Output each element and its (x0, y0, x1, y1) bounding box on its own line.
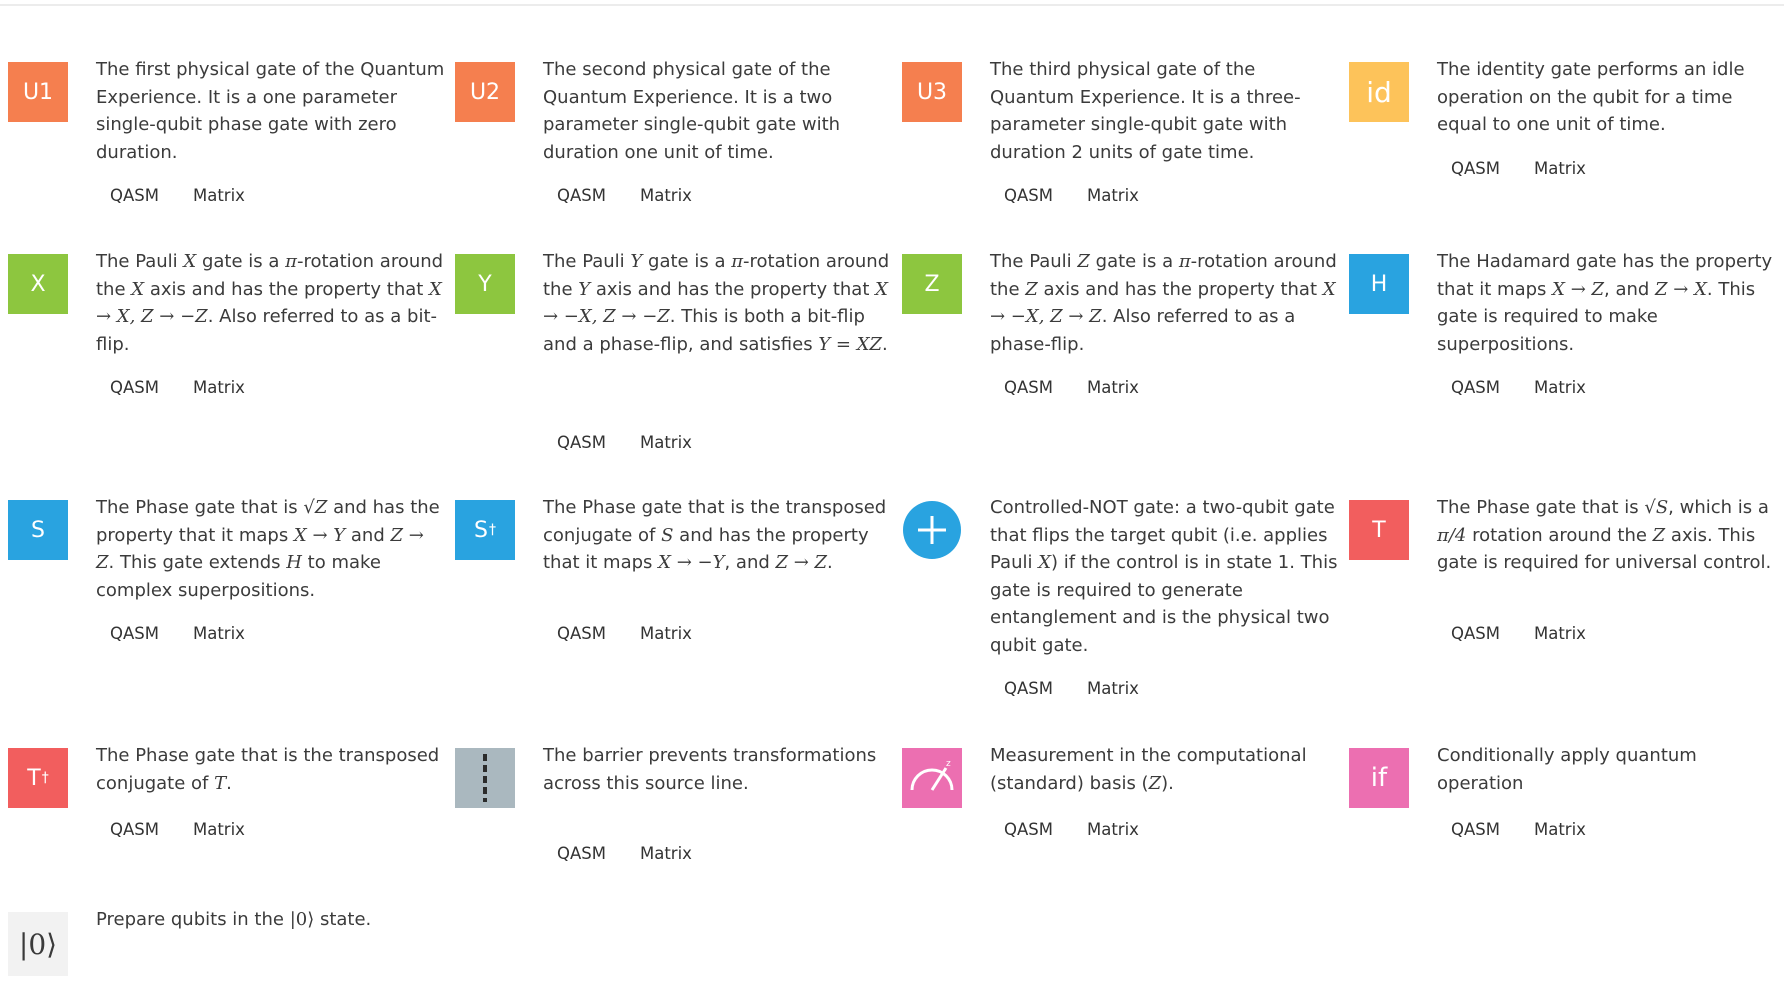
barrier-gate-icon[interactable] (455, 748, 515, 808)
cnot-description: Controlled-NOT gate: a two-qubit gate that flips the target qubit (i.e. applies Pauli X) if the control is in state 1. This gate is required to generate entanglement and is the physical two qubit gate. (990, 497, 1338, 656)
s-qasm-link[interactable]: QASM (110, 624, 159, 643)
measure-gate-icon[interactable] (902, 748, 962, 808)
s-description: The Phase gate that is √Z and has the property that it maps X → Y and Z → Z. This gate extends H to make complex superpositions. (96, 497, 440, 601)
tdg-qasm-link[interactable]: QASM (110, 820, 159, 839)
h-links (1451, 378, 1620, 397)
u2-description: The second physical gate of the Quantum Experience. It is a two parameter single-qubit gate with duration one unit of time. (543, 59, 841, 163)
y-links (557, 433, 726, 452)
if-matrix-link[interactable]: Matrix (1533, 820, 1586, 839)
u3-qasm-link[interactable]: QASM (1004, 186, 1053, 205)
tdg-description: The Phase gate that is the transposed conjugate of T. (96, 745, 440, 794)
sdg-description: The Phase gate that is the transposed conjugate of S and has the property that it maps X → −Y, and Z → Z. (543, 497, 887, 573)
u1-qasm-link[interactable]: QASM (110, 186, 159, 205)
if-qasm-link[interactable]: QASM (1451, 820, 1500, 839)
tdg-matrix-link[interactable]: Matrix (192, 820, 245, 839)
cnot-plus-icon (902, 500, 962, 560)
u1-links (110, 186, 279, 205)
cnot-qasm-link[interactable]: QASM (1004, 679, 1053, 698)
if-description: Conditionally apply quantum operation (1437, 745, 1697, 794)
reset-gate-icon[interactable]: |0⟩ (8, 912, 68, 976)
h-qasm-link[interactable]: QASM (1451, 378, 1500, 397)
u3-matrix-link[interactable]: Matrix (1086, 186, 1139, 205)
barrier-matrix-link[interactable]: Matrix (639, 844, 692, 863)
sdg-qasm-link[interactable]: QASM (557, 624, 606, 643)
u3-gate-icon[interactable]: U3 (902, 62, 962, 122)
x-matrix-link[interactable]: Matrix (192, 378, 245, 397)
s-gate-icon[interactable]: S (8, 500, 68, 560)
t-qasm-link[interactable]: QASM (1451, 624, 1500, 643)
t-matrix-link[interactable]: Matrix (1533, 624, 1586, 643)
x-links (110, 378, 279, 397)
cnot-matrix-link[interactable]: Matrix (1086, 679, 1139, 698)
u2-gate-icon[interactable]: U2 (455, 62, 515, 122)
sdg-matrix-link[interactable]: Matrix (639, 624, 692, 643)
u2-links (557, 186, 726, 205)
u1-description: The first physical gate of the Quantum Experience. It is a one parameter single-qubit phase gate with zero duration. (96, 59, 445, 163)
sdg-links (557, 624, 726, 643)
if-gate-icon[interactable]: if (1349, 748, 1409, 808)
h-description: The Hadamard gate has the property that it maps X → Z, and Z → X. This gate is required to make superpositions. (1437, 251, 1773, 355)
measure-qasm-link[interactable]: QASM (1004, 820, 1053, 839)
t-links (1451, 624, 1620, 643)
s-matrix-link[interactable]: Matrix (192, 624, 245, 643)
t-description: The Phase gate that is √S, which is a π/4 rotation around the Z axis. This gate is required for universal control. (1437, 497, 1772, 573)
barrier-dashed-line-icon (455, 748, 515, 808)
cnot-links (1004, 679, 1173, 698)
id-gate-icon[interactable]: id (1349, 62, 1409, 122)
svg-text:z: z (946, 759, 951, 769)
reset-description: Prepare qubits in the |0⟩ state. (96, 909, 372, 930)
z-qasm-link[interactable]: QASM (1004, 378, 1053, 397)
z-description: The Pauli Z gate is a π-rotation around the Z axis and has the property that X → −X, Z → Z. Also referred to as a phase-flip. (990, 251, 1337, 355)
y-matrix-link[interactable]: Matrix (639, 433, 692, 452)
u3-links (1004, 186, 1173, 205)
x-description: The Pauli X gate is a π-rotation around the X axis and has the property that X → X, Z → −Z. Also referred to as a bit-flip. (96, 251, 444, 355)
id-description: The identity gate performs an idle operation on the qubit for a time equal to one unit of time. (1437, 59, 1745, 135)
id-matrix-link[interactable]: Matrix (1533, 159, 1586, 178)
id-qasm-link[interactable]: QASM (1451, 159, 1500, 178)
u2-matrix-link[interactable]: Matrix (639, 186, 692, 205)
h-matrix-link[interactable]: Matrix (1533, 378, 1586, 397)
x-gate-icon[interactable]: X (8, 254, 68, 314)
u1-gate-icon[interactable]: U1 (8, 62, 68, 122)
barrier-description: The barrier prevents transformations across this source line. (543, 745, 877, 794)
z-gate-icon[interactable]: Z (902, 254, 962, 314)
barrier-links (557, 844, 726, 863)
cnot-gate-icon[interactable] (902, 500, 962, 560)
z-links (1004, 378, 1173, 397)
sdg-gate-icon[interactable]: S † (455, 500, 515, 560)
u2-qasm-link[interactable]: QASM (557, 186, 606, 205)
tdg-gate-icon[interactable]: T † (8, 748, 68, 808)
x-qasm-link[interactable]: QASM (110, 378, 159, 397)
top-divider (0, 4, 1784, 6)
barrier-qasm-link[interactable]: QASM (557, 844, 606, 863)
t-gate-icon[interactable]: T (1349, 500, 1409, 560)
measure-links (1004, 820, 1173, 839)
u3-description: The third physical gate of the Quantum Experience. It is a three-parameter single-qubit gate with duration 2 units of gate time. (990, 59, 1301, 163)
meter-icon (902, 748, 962, 808)
s-links (110, 624, 279, 643)
if-links (1451, 820, 1620, 839)
z-matrix-link[interactable]: Matrix (1086, 378, 1139, 397)
y-gate-icon[interactable]: Y (455, 254, 515, 314)
measure-description: Measurement in the computational (standard) basis (Z). (990, 745, 1307, 794)
h-gate-icon[interactable]: H (1349, 254, 1409, 314)
u1-matrix-link[interactable]: Matrix (192, 186, 245, 205)
y-qasm-link[interactable]: QASM (557, 433, 606, 452)
tdg-links (110, 820, 279, 839)
y-description: The Pauli Y gate is a π-rotation around the Y axis and has the property that X → −X, Z → −Z. This is both a bit-flip and a phase-flip, and satisfies Y = XZ. (543, 251, 890, 355)
measure-matrix-link[interactable]: Matrix (1086, 820, 1139, 839)
id-links (1451, 159, 1620, 178)
